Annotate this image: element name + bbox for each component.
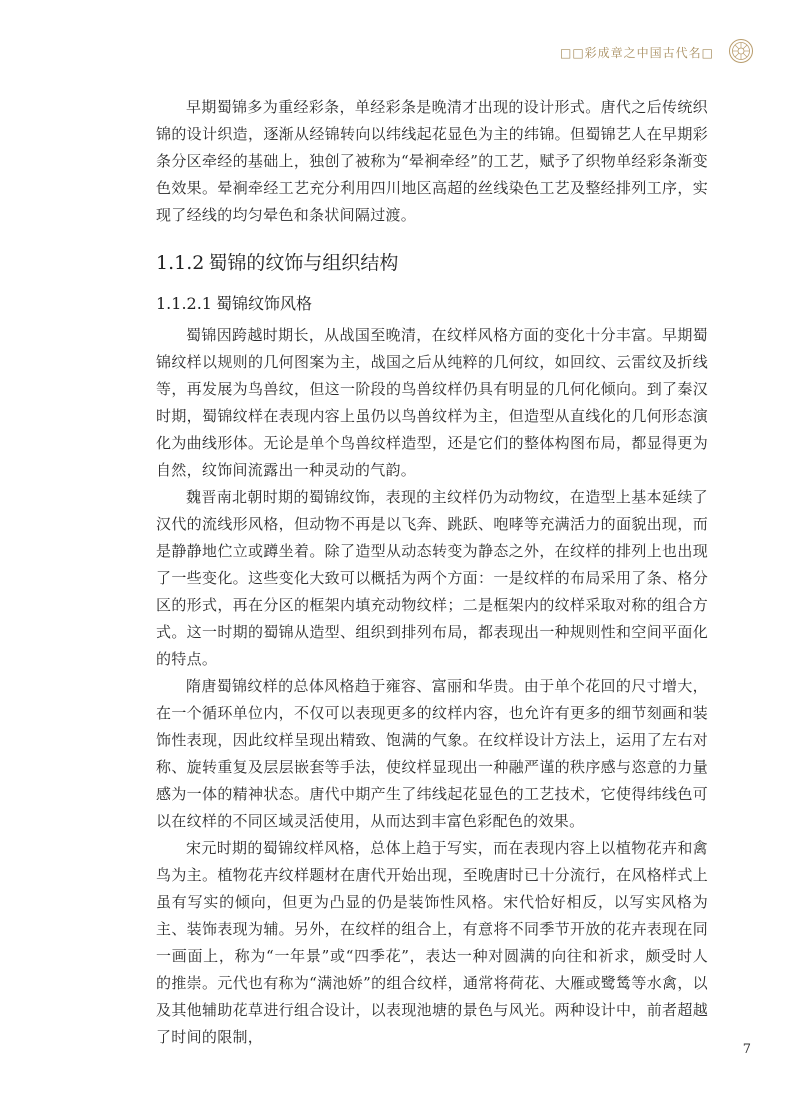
paragraph: 蜀锦因跨越时期长，从战国至晚清，在纹样风格方面的变化十分丰富。早期蜀锦纹样以规则的几何图案为主，战国之后从纯粹的几何纹，如回纹、云雷纹及折线等，再发展为鸟兽纹，但这一阶段的鸟兽纹样仍具有明显的几何化倾向。到了秦汉时期，蜀锦纹样在表现内容上虽仍以鸟兽纹样为主，但造型从直线化的几何形态演化为曲线形体。无论是单个鸟兽纹样造型，还是它们的整体构图布局，都显得更为自然，纹饰间流露出一种灵动的气韵。 (156, 326, 708, 479)
paragraph: 隋唐蜀锦纹样的总体风格趋于雍容、富丽和华贵。由于单个花回的尺寸增大，在一个循环单位内，不仅可以表现更多的纹样内容，也允许有更多的细节刻画和装饰性表现，因此纹样呈现出精致、饱满的气象。在纹样设计方法上，运用了左右对称、旋转重复及层层嵌套等手法，使纹样显现出一种融严谨的秩序感与恣意的力量感为一体的精神状态。唐代中期产生了纬线起花显色的工艺技术，它使得纬线色可以在纹样的不同区域灵活使用，从而达到丰富色彩配色的效果。 (156, 677, 708, 830)
subsection-number: 1.1.2.1 (156, 294, 212, 313)
section-number: 1.1.2 (156, 252, 205, 274)
running-header: □□彩成章之中国古代名□ (559, 46, 714, 60)
subsection-title: 蜀锦纹饰风格 (215, 294, 312, 313)
section-heading (156, 248, 708, 278)
paragraph: 魏晋南北朝时期的蜀锦纹饰，表现的主纹样仍为动物纹，在造型上基本延续了汉代的流线形风格，但动物不再是以飞奔、跳跃、咆哮等充满活力的面貌出现，而是静静地伫立或蹲坐着。除了造型从动态转变为静态之外，在纹样的排列上也出现了一些变化。这些变化大致可以概括为两个方面：一是纹样的布局采用了条、格分区的形式，再在分区的框架内填充动物纹样；二是框架内的纹样采取对称的组合方式。这一时期的蜀锦从造型、组织到排列布局，都表现出一种规则性和空间平面化的特点。 (156, 488, 708, 668)
paragraph-intro: 早期蜀锦多为重经彩条，单经彩条是晚清才出现的设计形式。唐代之后传统织锦的设计织造，逐渐从经锦转向以纬线起花显色为主的纬锦。但蜀锦艺人在早期彩条分区牵经的基础上，独创了被称为“晕裥牵经”的工艺，赋予了织物单经彩条渐变色效果。晕裥牵经工艺充分利用四川地区高超的丝线染色工艺及整经排列工序，实现了经线的均匀晕色和条状间隔过渡。 (156, 98, 708, 224)
section-title: 蜀锦的纹饰与组织结构 (208, 252, 399, 274)
page-body (156, 94, 708, 1051)
subsection-heading (156, 290, 708, 318)
paragraph: 宋元时期的蜀锦纹样风格，总体上趋于写实，而在表现内容上以植物花卉和禽鸟为主。植物花卉纹样题材在唐代开始出现，至晚唐时已十分流行，在风格样式上虽有写实的倾向，但更为凸显的仍是装饰性风格。宋代恰好相反，以写实风格为主、装饰表现为辅。另外，在纹样的组合上，有意将不同季节开放的花卉表现在同一画面上，称为“一年景”或“四季花”，表达一种对圆满的向往和祈求，颇受时人的推崇。元代也有称为“满池娇”的组合纹样，通常将荷花、大雁或鹭鸶等水禽，以及其他辅助花草进行组合设计，以表现池塘的景色与风光。两种设计中，前者超越了时间的限制， (156, 839, 708, 1046)
ornamental-medallion-icon (728, 38, 754, 64)
page-number: 7 (742, 1042, 751, 1057)
